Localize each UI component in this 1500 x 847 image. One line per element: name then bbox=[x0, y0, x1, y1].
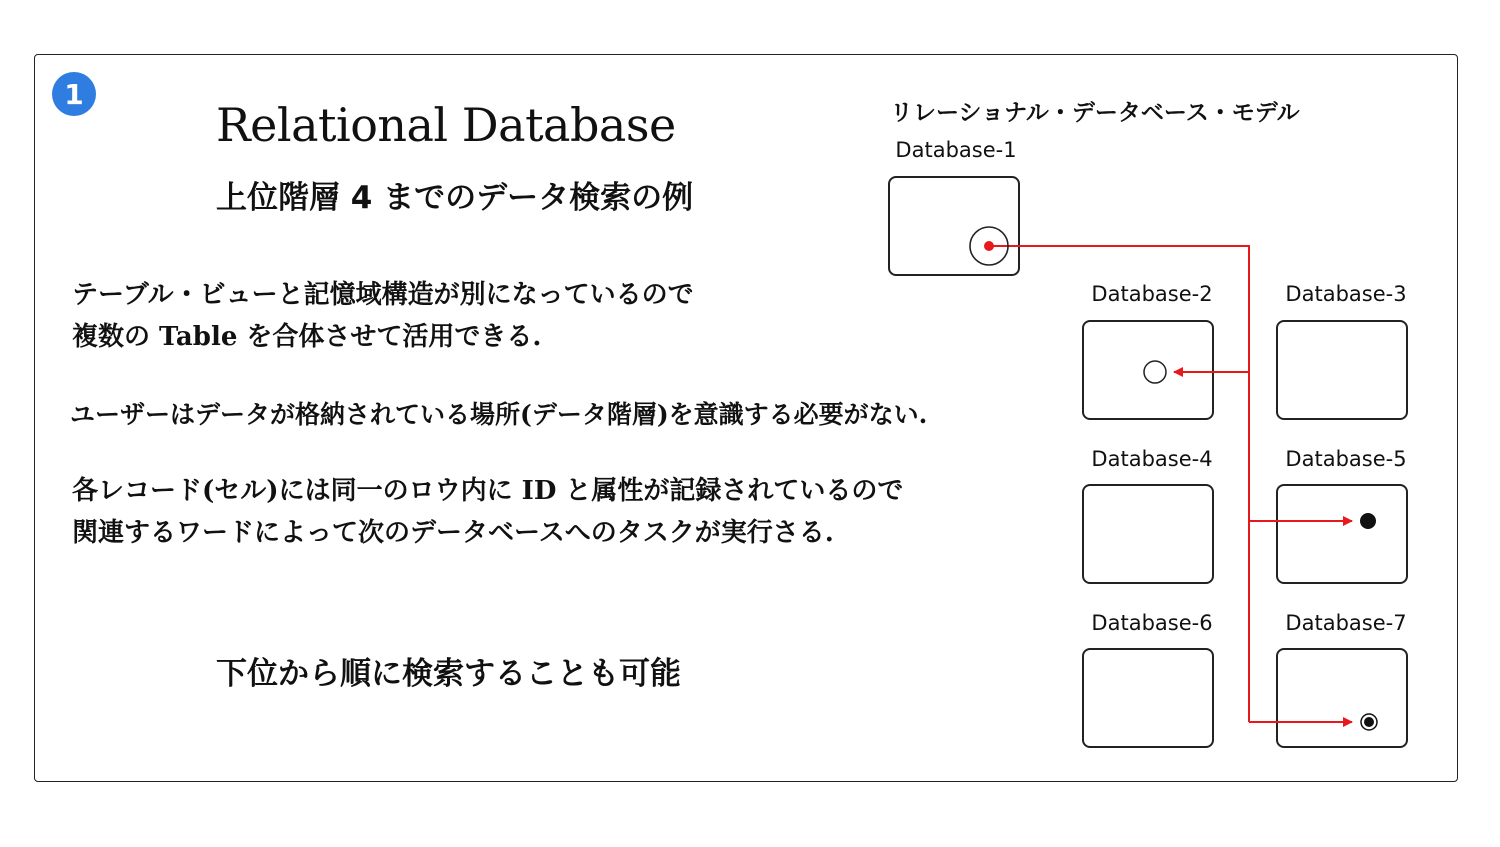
database-2-box bbox=[1082, 320, 1214, 420]
database-2-label: Database-2 bbox=[1091, 282, 1213, 306]
database-5-box bbox=[1276, 484, 1408, 584]
database-1-label: Database-1 bbox=[895, 138, 1017, 162]
database-5-label: Database-5 bbox=[1285, 447, 1407, 471]
page-subtitle: 上位階層 4 までのデータ検索の例 bbox=[216, 180, 694, 216]
page-title: Relational Database bbox=[216, 98, 676, 152]
paragraph-3-line-2: 関連するワードによって次のデータベースへのタスクが実行さる. bbox=[72, 518, 834, 548]
database-3-label: Database-3 bbox=[1285, 282, 1407, 306]
database-6-label: Database-6 bbox=[1091, 611, 1213, 635]
database-7-label: Database-7 bbox=[1285, 611, 1407, 635]
paragraph-1 bbox=[72, 274, 694, 358]
step-number-badge: 1 bbox=[52, 72, 96, 116]
footer-note: 下位から順に検索することも可能 bbox=[216, 656, 681, 692]
database-1-box bbox=[888, 176, 1020, 276]
database-4-box bbox=[1082, 484, 1214, 584]
paragraph-2-line-1: ユーザーはデータが格納されている場所(データ階層)を意識する必要がない. bbox=[70, 400, 928, 429]
database-6-box bbox=[1082, 648, 1214, 748]
database-3-box bbox=[1276, 320, 1408, 420]
database-7-box bbox=[1276, 648, 1408, 748]
paragraph-1-line-1: テーブル・ビューと記憶域構造が別になっているので bbox=[72, 280, 694, 310]
database-4-label: Database-4 bbox=[1091, 447, 1213, 471]
paragraph-2 bbox=[70, 394, 927, 436]
model-title: リレーショナル・データベース・モデル bbox=[890, 99, 1300, 126]
paragraph-1-line-2: 複数の Table を合体させて活用できる. bbox=[72, 322, 542, 352]
paragraph-3 bbox=[72, 470, 903, 554]
paragraph-3-line-1: 各レコード(セル)には同一のロウ内に ID と属性が記録されているので bbox=[72, 476, 904, 506]
